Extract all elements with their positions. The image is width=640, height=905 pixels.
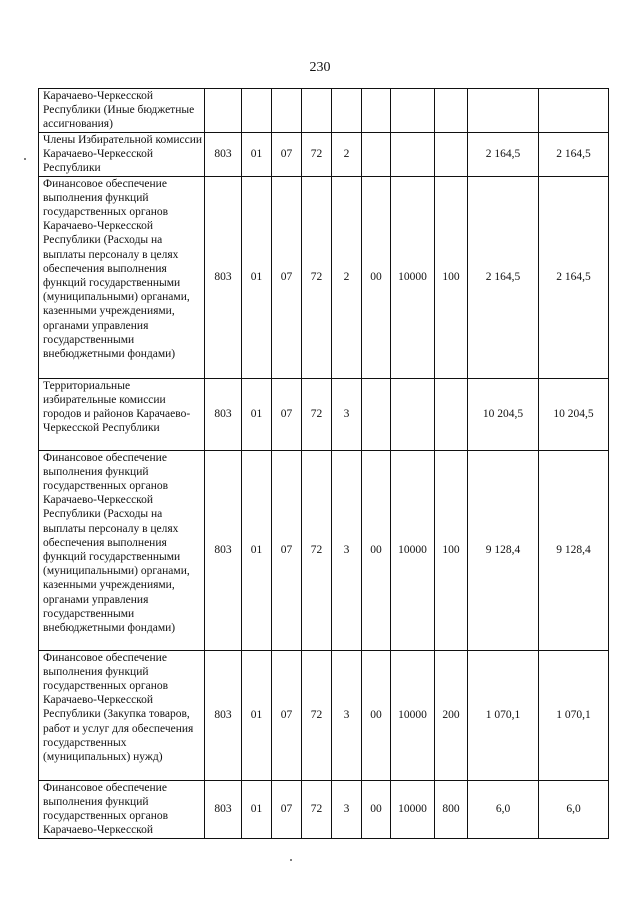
row-name-cell: Финансовое обеспечение выполнения функций государственных органов Карачаево-Черкесской — [39, 780, 205, 838]
scan-speck — [24, 158, 26, 160]
sum-first-cell: 1 070,1 — [468, 650, 539, 780]
sum-first-cell: 9 128,4 — [468, 450, 539, 650]
ministry-code-cell: 803 — [205, 650, 242, 780]
group-code-cell: 00 — [362, 176, 391, 378]
group-code-cell — [362, 378, 391, 450]
page-number: 230 — [309, 60, 331, 75]
sum-first-cell: 6,0 — [468, 780, 539, 838]
ministry-code-cell: 803 — [205, 780, 242, 838]
sum-first-cell: 2 164,5 — [468, 133, 539, 177]
table-row — [39, 780, 609, 838]
section-code-cell: 01 — [242, 176, 272, 378]
subprogram-code-cell: 3 — [332, 450, 362, 650]
row-name-cell: Территориальные избирательные комиссии городов и районов Карачаево-Черкесской Республики — [39, 378, 205, 450]
subsection-code-cell: 07 — [272, 650, 302, 780]
ministry-code-cell: 803 — [205, 176, 242, 378]
ministry-code-cell: 803 — [205, 450, 242, 650]
table-row — [39, 450, 609, 650]
sum-second-cell: 10 204,5 — [539, 378, 609, 450]
direction-code-cell: 10000 — [391, 176, 435, 378]
sum-second-cell: 6,0 — [539, 780, 609, 838]
program-code-cell: 72 — [302, 450, 332, 650]
subprogram-code-cell — [332, 89, 362, 133]
table-row — [39, 176, 609, 378]
ministry-code-cell: 803 — [205, 133, 242, 177]
direction-code-cell: 10000 — [391, 780, 435, 838]
program-code-cell: 72 — [302, 133, 332, 177]
expense-type-cell — [435, 378, 468, 450]
table-row — [39, 378, 609, 450]
expense-type-cell — [435, 133, 468, 177]
row-name-cell: Финансовое обеспечение выполнения функций государственных органов Карачаево-Черкесской Республики (Закупка товаров, работ и услуг для обеспечения государственных (муниципальных) нужд) — [39, 650, 205, 780]
sum-first-cell: 10 204,5 — [468, 378, 539, 450]
ministry-code-cell: 803 — [205, 378, 242, 450]
subsection-code-cell: 07 — [272, 450, 302, 650]
direction-code-cell — [391, 89, 435, 133]
program-code-cell: 72 — [302, 650, 332, 780]
row-name-cell: Члены Избирательной комиссии Карачаево-Черкесской Республики — [39, 133, 205, 177]
expense-type-cell — [435, 89, 468, 133]
expense-type-cell: 800 — [435, 780, 468, 838]
subsection-code-cell — [272, 89, 302, 133]
ministry-code-cell — [205, 89, 242, 133]
program-code-cell — [302, 89, 332, 133]
budget-table — [38, 88, 609, 839]
sum-second-cell — [539, 89, 609, 133]
scan-speck — [290, 859, 292, 861]
group-code-cell: 00 — [362, 780, 391, 838]
sum-second-cell: 2 164,5 — [539, 176, 609, 378]
subsection-code-cell: 07 — [272, 133, 302, 177]
subprogram-code-cell: 3 — [332, 780, 362, 838]
program-code-cell: 72 — [302, 780, 332, 838]
sum-first-cell — [468, 89, 539, 133]
group-code-cell — [362, 133, 391, 177]
table-row — [39, 89, 609, 133]
group-code-cell — [362, 89, 391, 133]
expense-type-cell: 200 — [435, 650, 468, 780]
table-row — [39, 650, 609, 780]
section-code-cell: 01 — [242, 450, 272, 650]
section-code-cell: 01 — [242, 650, 272, 780]
sum-second-cell: 2 164,5 — [539, 133, 609, 177]
row-name-cell: Карачаево-Черкесской Республики (Иные бюджетные ассигнования) — [39, 89, 205, 133]
subprogram-code-cell: 2 — [332, 133, 362, 177]
table-row — [39, 133, 609, 177]
expense-type-cell: 100 — [435, 176, 468, 378]
direction-code-cell: 10000 — [391, 650, 435, 780]
subprogram-code-cell: 2 — [332, 176, 362, 378]
row-name-cell: Финансовое обеспечение выполнения функций государственных органов Карачаево-Черкесской Республики (Расходы на выплаты персоналу в целях обеспечения выполнения функций государственными (муниципальными) органами, казенными учреждениями, органами управления государственными внебюджетными фондами) — [39, 450, 205, 650]
subsection-code-cell: 07 — [272, 780, 302, 838]
subprogram-code-cell: 3 — [332, 650, 362, 780]
section-code-cell — [242, 89, 272, 133]
section-code-cell: 01 — [242, 780, 272, 838]
subprogram-code-cell: 3 — [332, 378, 362, 450]
row-name-cell: Финансовое обеспечение выполнения функций государственных органов Карачаево-Черкесской Республики (Расходы на выплаты персоналу в целях обеспечения выполнения функций государственными (муниципальными) органами, казенными учреждениями, органами управления государственными внебюджетными фондами) — [39, 176, 205, 378]
subsection-code-cell: 07 — [272, 378, 302, 450]
direction-code-cell: 10000 — [391, 450, 435, 650]
sum-second-cell: 1 070,1 — [539, 650, 609, 780]
direction-code-cell — [391, 133, 435, 177]
section-code-cell: 01 — [242, 378, 272, 450]
sum-second-cell: 9 128,4 — [539, 450, 609, 650]
sum-first-cell: 2 164,5 — [468, 176, 539, 378]
program-code-cell: 72 — [302, 378, 332, 450]
group-code-cell: 00 — [362, 650, 391, 780]
group-code-cell: 00 — [362, 450, 391, 650]
program-code-cell: 72 — [302, 176, 332, 378]
direction-code-cell — [391, 378, 435, 450]
subsection-code-cell: 07 — [272, 176, 302, 378]
section-code-cell: 01 — [242, 133, 272, 177]
expense-type-cell: 100 — [435, 450, 468, 650]
